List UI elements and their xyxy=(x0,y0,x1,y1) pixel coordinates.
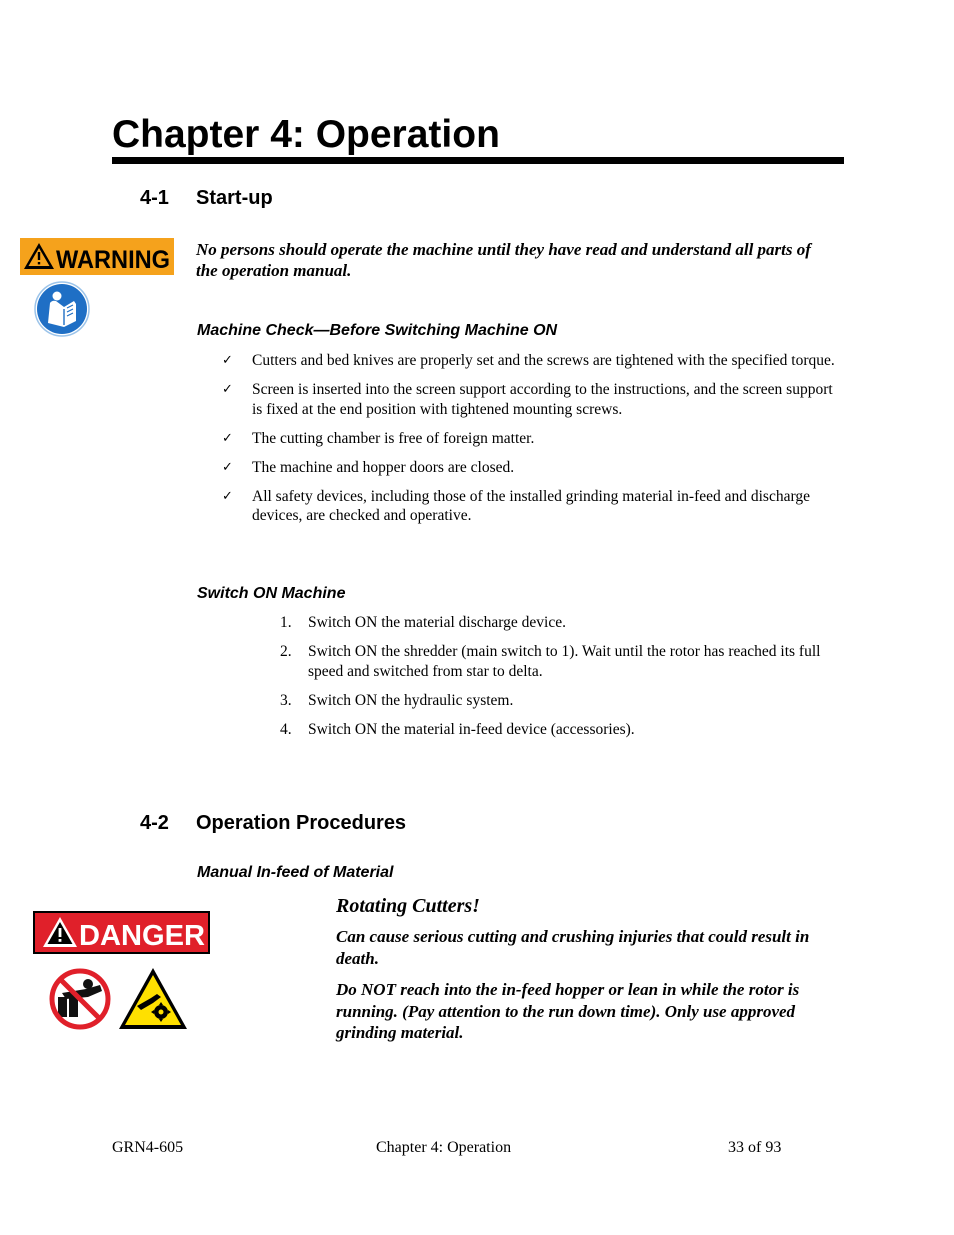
step-text: Switch ON the material discharge device. xyxy=(308,614,566,631)
footer-doc-id: GRN4-605 xyxy=(112,1139,184,1156)
chapter-title-rule xyxy=(112,157,844,164)
hazard-paragraph: Do NOT reach into the in-feed hopper or lean in while the rotor is running. (Pay attention to the run down time). Only use approved grinding material. xyxy=(336,980,800,1042)
list-item xyxy=(222,487,842,526)
step-text: Switch ON the material in-feed device (accessories). xyxy=(308,720,635,738)
step-number: 3. xyxy=(280,691,292,709)
list-item xyxy=(278,613,848,633)
step-number: 4. xyxy=(280,720,292,738)
warning-text: No persons should operate the machine until they have read and understand all parts of the operation manual. xyxy=(196,240,811,280)
section-title: Start-up xyxy=(196,187,273,209)
section-heading-operation-procedures xyxy=(140,811,406,835)
list-item xyxy=(278,691,848,711)
subheading-switch-on: Switch ON Machine xyxy=(197,585,346,602)
subheading-manual-infeed: Manual In-feed of Material xyxy=(197,864,394,881)
footer-chapter: Chapter 4: Operation xyxy=(376,1139,512,1156)
subheading-machine-check: Machine Check—Before Switching Machine ON xyxy=(197,322,558,339)
check-mark-icon: ✓ xyxy=(222,430,233,446)
danger-badge-label: DANGER xyxy=(79,920,206,952)
list-item-text: The machine and hopper doors are closed. xyxy=(252,458,515,476)
machine-check-list xyxy=(222,351,842,535)
list-item xyxy=(278,720,848,740)
step-number: 2. xyxy=(280,643,292,660)
list-item-text: The cutting chamber is free of foreign matter. xyxy=(252,429,535,447)
hazard-title: Rotating Cutters! xyxy=(336,895,480,917)
list-item xyxy=(222,429,842,449)
list-item xyxy=(222,351,842,371)
read-manual-icon xyxy=(34,281,90,337)
list-item-text: Screen is inserted into the screen support according to the instructions, and the screen support is fixed at the end position with tightened mounting screws. xyxy=(252,381,833,418)
rotating-cutter-hazard-icon xyxy=(117,966,189,1031)
footer-page-number: 33 of 93 xyxy=(728,1139,782,1156)
step-text: Switch ON the hydraulic system. xyxy=(308,691,514,709)
check-mark-icon: ✓ xyxy=(222,382,233,397)
warning-badge xyxy=(20,238,174,275)
chapter-title: Chapter 4: Operation xyxy=(112,113,500,156)
section-number: 4-2 xyxy=(140,812,169,834)
step-number: 1. xyxy=(280,614,292,631)
check-mark-icon: ✓ xyxy=(222,459,233,475)
section-title: Operation Procedures xyxy=(196,812,407,834)
danger-badge xyxy=(33,911,210,954)
section-number: 4-1 xyxy=(140,187,169,209)
hazard-message xyxy=(336,894,846,1054)
switch-on-steps xyxy=(278,613,848,749)
section-heading-start-up xyxy=(140,186,273,210)
list-item-text: Cutters and bed knives are properly set and the screws are tightened with the specified torque. xyxy=(252,352,835,369)
check-mark-icon: ✓ xyxy=(222,353,233,368)
list-item xyxy=(222,380,842,419)
list-item-text: All safety devices, including those of the installed grinding material in-feed and discharge devices, are checked and operative. xyxy=(252,487,810,524)
warning-badge-label: WARNING xyxy=(56,246,170,274)
list-item xyxy=(222,458,842,478)
step-text: Switch ON the shredder (main switch to 1). Wait until the rotor has reached its full speed and switched from star to delta. xyxy=(308,643,821,680)
list-item xyxy=(278,642,848,681)
check-mark-icon: ✓ xyxy=(222,488,233,504)
no-reach-in-icon xyxy=(48,967,112,1031)
hazard-paragraph: Can cause serious cutting and crushing injuries that could result in death. xyxy=(336,927,810,968)
